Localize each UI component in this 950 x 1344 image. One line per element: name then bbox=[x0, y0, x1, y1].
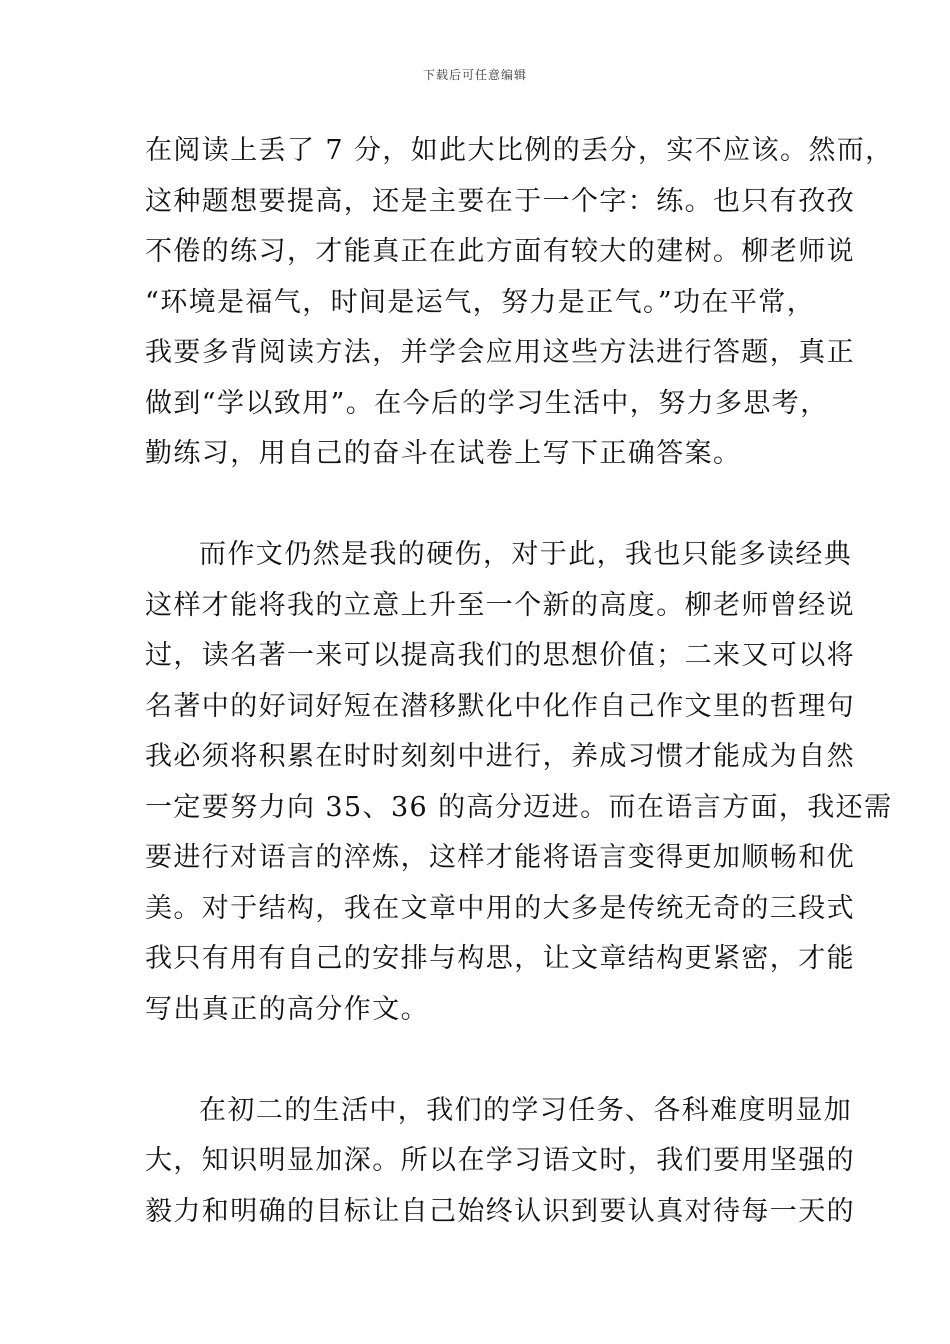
document-body bbox=[145, 126, 894, 1237]
paragraph-spacer bbox=[145, 480, 815, 531]
paragraph-spacer bbox=[145, 1035, 815, 1086]
header-note: 下载后可任意编辑 bbox=[422, 68, 527, 82]
text-line: 我只有用有自己的安排与构思，让文章结构更紧密，才能 bbox=[145, 943, 855, 974]
text-line: 做到“学以致用”。在今后的学习生活中，努力多思考， bbox=[145, 387, 829, 419]
paragraph bbox=[145, 126, 894, 480]
text-line: 一定要努力向 35、36 的高分迈进。而在语言方面，我还需 bbox=[145, 791, 893, 823]
text-line: 这种题想要提高，还是主要在于一个字：练。也只有孜孜 bbox=[145, 185, 855, 217]
text-line: 而作文仍然是我的硬伤，对于此，我也只能多读经典 bbox=[199, 539, 853, 570]
paragraph bbox=[145, 1086, 855, 1238]
text-line: “环境是福气，时间是运气，努力是正气。”功在平常， bbox=[145, 286, 816, 318]
text-line: 我必须将积累在时时刻刻中进行，养成习惯才能成为自然 bbox=[145, 741, 855, 772]
text-line: 这样才能将我的立意上升至一个新的高度。柳老师曾经说 bbox=[145, 589, 855, 621]
paragraph bbox=[145, 530, 893, 1035]
text-line: 过，读名著一来可以提高我们的思想价值；二来又可以将 bbox=[145, 640, 855, 671]
text-line: 在阅读上丢了 7 分，如此大比例的丢分，实不应该。然而， bbox=[145, 135, 894, 166]
text-line: 要进行对语言的淬炼，这样才能将语言变得更加顺畅和优 bbox=[145, 842, 855, 873]
text-line: 写出真正的高分作文。 bbox=[145, 993, 429, 1025]
text-line: 大，知识明显加深。所以在学习语文时，我们要用坚强的 bbox=[145, 1145, 855, 1176]
text-line: 毅力和明确的目标让自己始终认识到要认真对待每一天的 bbox=[145, 1195, 855, 1227]
text-line: 勤练习，用自己的奋斗在试卷上写下正确答案。 bbox=[145, 438, 742, 469]
text-line: 美。对于结构，我在文章中用的大多是传统无奇的三段式 bbox=[145, 892, 855, 924]
text-line: 不倦的练习，才能真正在此方面有较大的建树。柳老师说 bbox=[145, 236, 855, 267]
text-line: 在初二的生活中，我们的学习任务、各科难度明显加 bbox=[199, 1094, 853, 1126]
text-line: 名著中的好词好短在潜移默化中化作自己作文里的哲理句 bbox=[145, 690, 855, 722]
text-line: 我要多背阅读方法，并学会应用这些方法进行答题，真正 bbox=[145, 337, 855, 368]
